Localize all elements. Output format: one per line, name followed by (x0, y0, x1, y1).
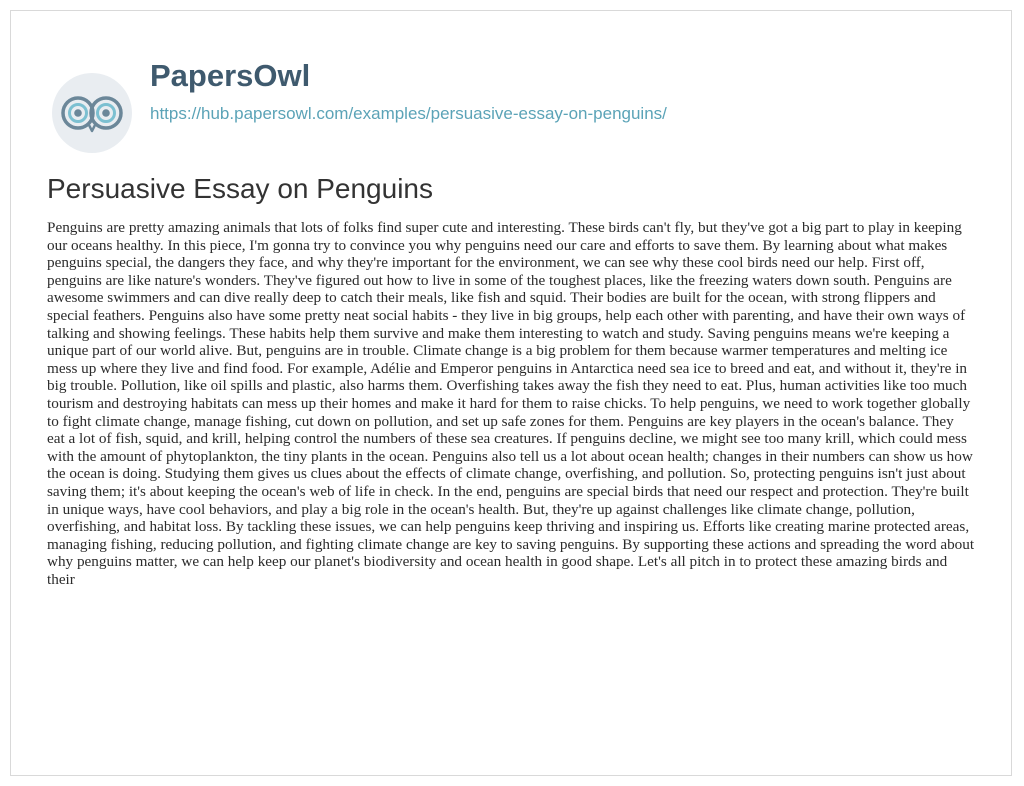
brand-name[interactable]: PapersOwl (150, 58, 311, 93)
essay-title: Persuasive Essay on Penguins (47, 173, 433, 204)
owl-eyes-svg (52, 73, 132, 153)
essay-body: Penguins are pretty amazing animals that lots of folks find super cute and interesting. These birds can't fly, but they've got a big part to play in keeping our oceans healthy. In this piece, I'm gonna try to convince you why penguins need our care and efforts to save them. By learning about what makes penguins special, the dangers they face, and why they're important for the environment, we can see why these cool birds need our help. First off, penguins are like nature's wonders. They've figured out how to live in some of the toughest places, like the freezing waters down south. Penguins are awesome swimmers and can dive really deep to catch their meals, like fish and squid. Their bodies are built for the ocean, with strong flippers and special feathers. Penguins also have some pretty neat social habits - they live in big groups, help each other with parenting, and have their own ways of talking and showing feelings. These habits help them survive and make them interesting to watch and study. Saving penguins means we're keeping a unique part of our world alive. But, penguins are in trouble. Climate change is a big problem for them because warmer temperatures and melting ice mess up where they live and find food. For example, Adélie and Emperor penguins in Antarctica need sea ice to breed and eat, and without it, they're in big trouble. Pollution, like oil spills and plastic, also harms them. Overfishing takes away the fish they need to eat. Plus, human activities like too much tourism and destroying habitats can mess up their homes and make it hard for them to raise chicks. To help penguins, we need to work together globally to fight climate change, manage fishing, cut down on pollution, and set up safe zones for them. Penguins are key players in the ocean's balance. They eat a lot of fish, squid, and krill, helping control the numbers of these sea creatures. If penguins decline, we might see too many krill, which could mess with the amount of phytoplankton, the tiny plants in the ocean. Penguins also tell us a lot about ocean health; changes in their numbers can show us how the ocean is doing. Studying them gives us clues about the effects of climate change, overfishing, and pollution. So, protecting penguins isn't just about saving them; it's about keeping the ocean's web of life in check. In the end, penguins are special birds that need our respect and protection. They're built in unique ways, have cool behaviors, and play a big role in the ocean's health. But, they're up against challenges like climate change, pollution, overfishing, and habitat loss. By tackling these issues, we can help penguins keep thriving and inspiring us. Efforts like creating marine protected areas, managing fishing, reducing pollution, and fighting climate change are key to saving penguins. By supporting these actions and spreading the word about why penguins matter, we can help keep our planet's biodiversity and ocean health in good shape. Let's all pitch in to protect these amazing birds and their (47, 219, 975, 588)
owl-eyes-icon (52, 73, 132, 153)
source-url-link[interactable]: https://hub.papersowl.com/examples/persuasive-essay-on-penguins/ (150, 104, 667, 123)
